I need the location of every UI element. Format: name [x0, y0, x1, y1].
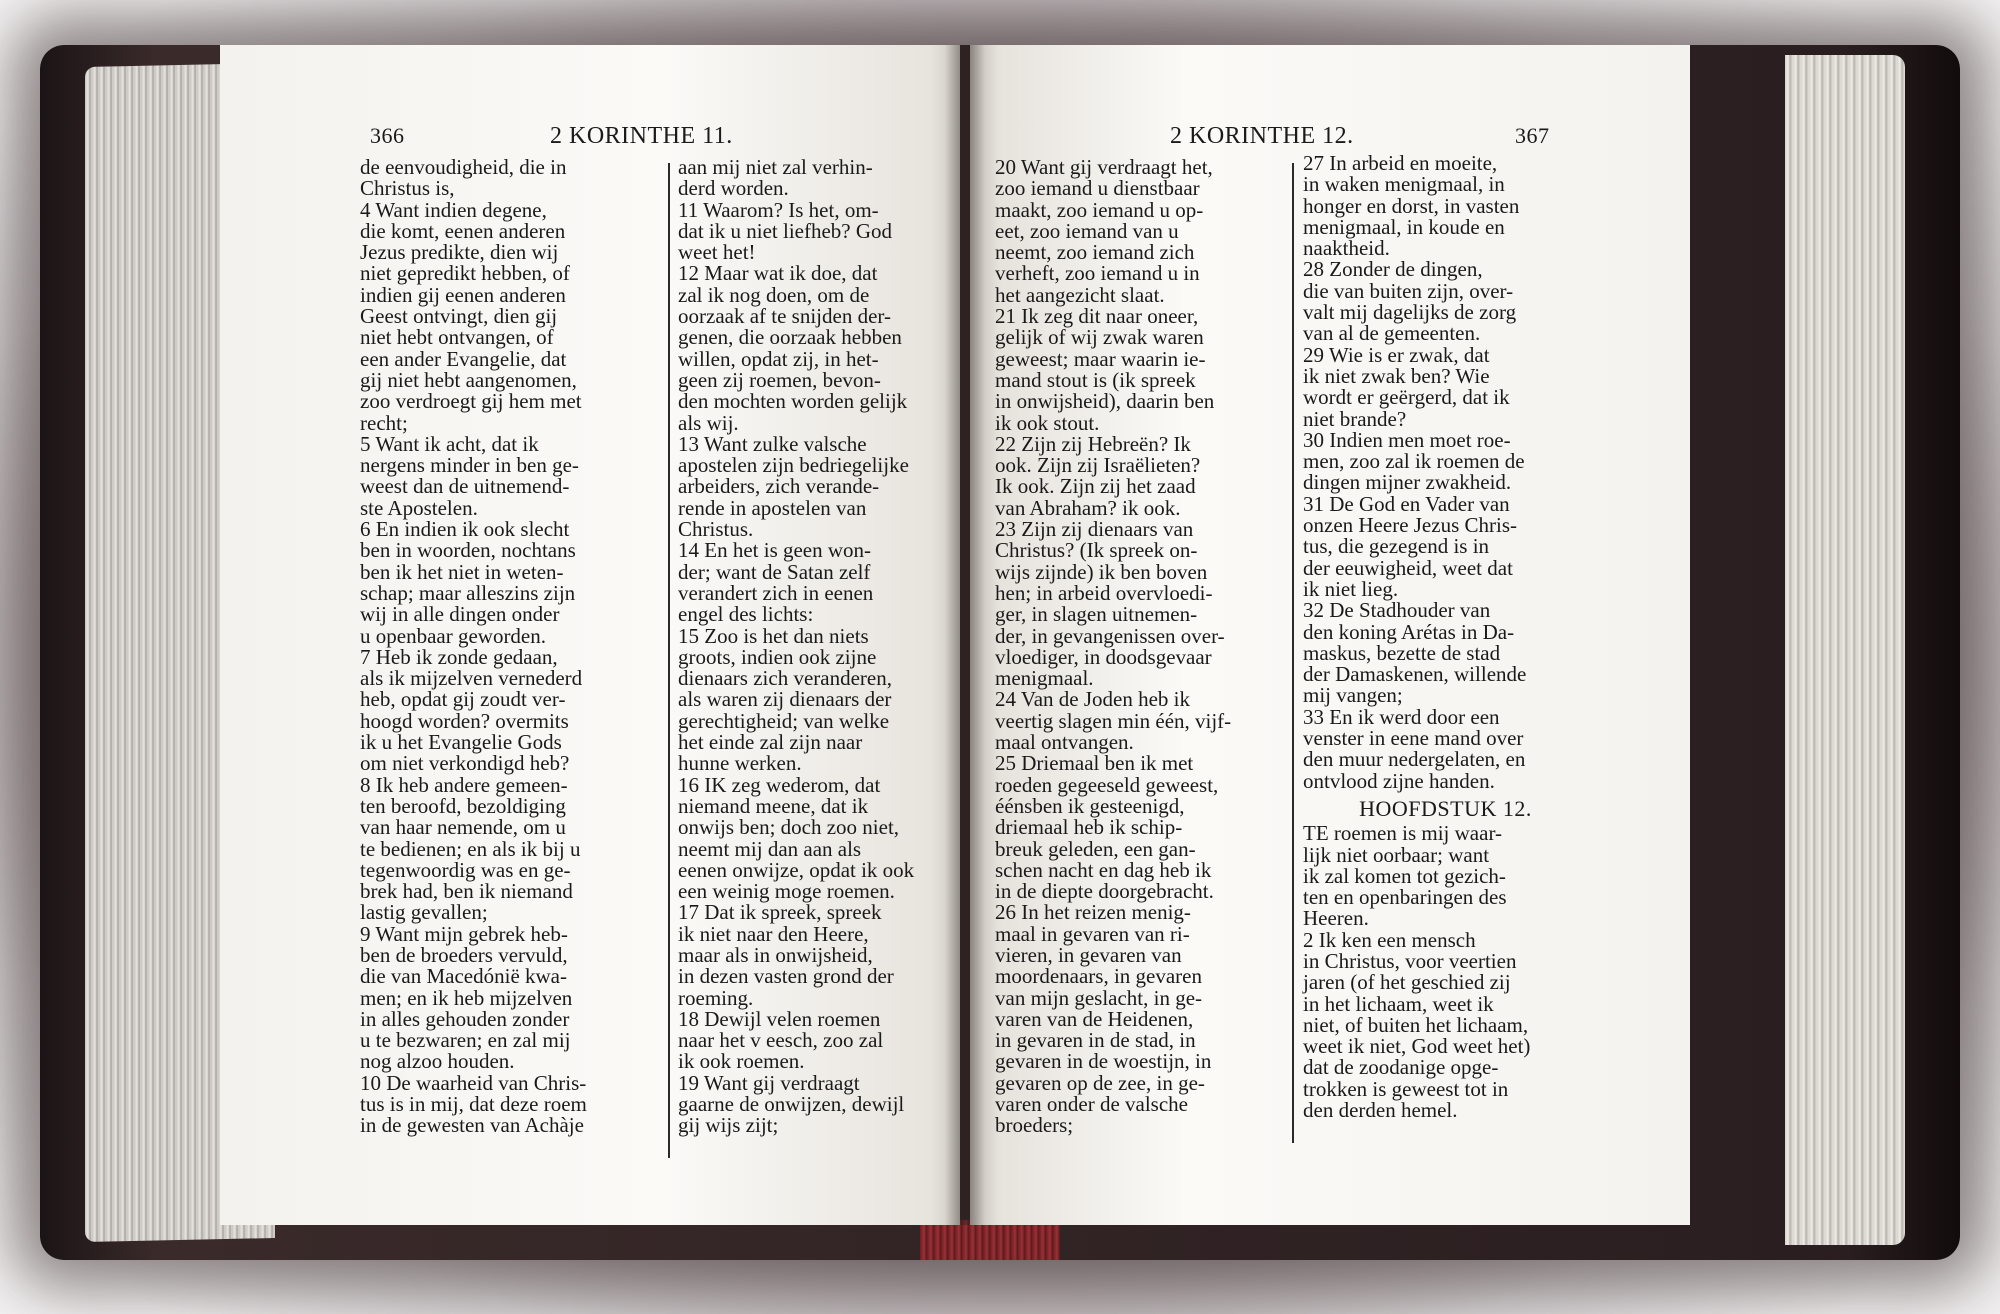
text-line: 9 Want mijn gebrek heb- [360, 921, 568, 946]
text-line: menigmaal, in koude en [1303, 214, 1505, 239]
text-line: Geest ontvingt, dien gij [360, 304, 558, 329]
text-line: lijk niet oorbaar; want [1303, 842, 1490, 867]
text-line: oorzaak af te snijden der- [678, 304, 891, 329]
text-line: den muur nedergelaten, en [1303, 747, 1526, 772]
text-line: driemaal heb ik schip- [995, 815, 1183, 840]
text-line: 31 De God en Vader van [1303, 491, 1510, 516]
text-line: menigmaal. [995, 666, 1094, 691]
text-line: gelijk of wij zwak waren [995, 325, 1204, 350]
text-line: eenen onwijze, opdat ik ook [678, 857, 915, 882]
text-line: ben in woorden, nochtans [360, 538, 576, 563]
text-line: in de gewesten van Achàje [360, 1113, 584, 1138]
text-line: den mochten worden gelijk [678, 389, 908, 414]
text-line: groots, indien ook zijne [678, 644, 877, 669]
text-line: neemt mij dan aan als [678, 836, 862, 861]
text-line: ik niet zwak ben? Wie [1303, 363, 1490, 388]
text-line: jaren (of het geschied zij [1303, 970, 1511, 995]
text-line: de eenvoudigheid, die in [360, 155, 567, 179]
right-running-head: 2 KORINTHE 12. [1170, 123, 1354, 149]
text-line: 20 Want gij verdraagt het, [995, 155, 1213, 179]
text-line: 17 Dat ik spreek, spreek [678, 900, 882, 925]
text-line: schen nacht en dag heb ik [995, 857, 1212, 882]
text-line: mij vangen; [1303, 683, 1403, 708]
right-page [970, 45, 1690, 1225]
text-line: niet brande? [1303, 406, 1407, 431]
text-line: arbeiders, zich verande- [678, 474, 880, 499]
text-line: moordenaars, in gevaren [995, 964, 1202, 989]
text-line: 25 Driemaal ben ik met [995, 751, 1194, 776]
text-line: wij in alle dingen onder [360, 602, 560, 627]
text-line: als waren zij dienaars der [678, 687, 892, 712]
text-line: breuk geleden, een gan- [995, 836, 1196, 861]
text-line: maskus, bezette de stad [1303, 640, 1501, 665]
text-line: ontvlood zijne handen. [1303, 768, 1495, 793]
text-line: hen; in arbeid overvloedi- [995, 580, 1213, 605]
text-line: 13 Want zulke valsche [678, 431, 867, 456]
text-line: in gevaren in de stad, in [995, 1028, 1196, 1053]
text-line: varen van de Heidenen, [995, 1006, 1194, 1031]
text-line: van mijn geslacht, in ge- [995, 985, 1203, 1010]
text-line: roeden gegeeseld geweest, [995, 772, 1219, 797]
text-line: dingen mijner zwakheid. [1303, 470, 1512, 495]
left-page-number: 366 [370, 123, 405, 148]
text-line: verandert zich in eenen [678, 580, 874, 605]
text-line: geen zij roemen, bevon- [678, 367, 881, 392]
text-line: maal in gevaren van ri- [995, 921, 1190, 946]
text-line: neemt, zoo iemand zich [995, 240, 1195, 265]
text-line: Christus? (Ik spreek on- [995, 538, 1198, 563]
text-line: 10 De waarheid van Chris- [360, 1070, 587, 1095]
text-line: 4 Want indien degene, [360, 197, 547, 222]
text-line: maakt, zoo iemand u op- [995, 197, 1204, 222]
text-line: nog alzoo houden. [360, 1049, 515, 1074]
text-line: verheft, zoo iemand u in [995, 261, 1200, 286]
text-line: heb, opdat gij zoudt ver- [360, 687, 566, 712]
chapter-heading: HOOFDSTUK 12. [1359, 795, 1532, 821]
text-line: om niet verkondigd heb? [360, 751, 570, 776]
text-line: niemand meene, dat ik [678, 793, 869, 818]
text-line: in alles gehouden zonder [360, 1006, 570, 1031]
text-line: weest dan de uitnemend- [360, 474, 570, 499]
text-line: niet hebt ontvangen, of [360, 325, 554, 350]
text-line: ook. Zijn zij Israëlieten? [995, 453, 1201, 478]
text-line: gaarne de onwijzen, dewijl [678, 1092, 905, 1117]
text-line: engel des lichts: [678, 602, 814, 627]
text-line: ger, in slagen uitnemen- [995, 602, 1198, 627]
column-rule [1292, 163, 1294, 1143]
text-line: in onwijsheid), daarin ben [995, 389, 1215, 414]
text-line: aan mij niet zal verhin- [678, 155, 873, 179]
text-line: men; en ik heb mijzelven [360, 985, 573, 1010]
left-column-1 [360, 157, 660, 1137]
text-line: in Christus, voor veertien [1303, 948, 1517, 973]
open-book [40, 45, 1960, 1260]
text-line: ten beroofd, bezoldiging [360, 793, 566, 818]
left-page [220, 45, 960, 1225]
text-line: den derden hemel. [1303, 1098, 1458, 1123]
text-line: naar het v eesch, zoo zal [678, 1028, 884, 1053]
text-line: 12 Maar wat ik doe, dat [678, 261, 878, 286]
text-line: Christus is, [360, 176, 455, 201]
text-line: 7 Heb ik zonde gedaan, [360, 644, 558, 669]
text-line: hoogd worden? overmits [360, 708, 569, 733]
text-line: tegenwoordig was en ge- [360, 857, 571, 882]
text-line: ik ook stout. [995, 410, 1100, 435]
bookmark-ribbon [920, 1220, 1060, 1260]
text-line: 16 IK zeg wederom, dat [678, 772, 881, 797]
text-line: 19 Want gij verdraagt [678, 1070, 860, 1095]
right-page-edges [1785, 55, 1905, 1245]
text-line: tus, die gezegend is in [1303, 534, 1490, 559]
text-line: zoo iemand u dienstbaar [995, 176, 1200, 201]
text-line: mand stout is (ik spreek [995, 367, 1196, 392]
text-line: 27 In arbeid en moeite, [1303, 151, 1498, 175]
text-line: in dezen vasten grond der [678, 964, 894, 989]
text-line: ben ik het niet in weten- [360, 559, 564, 584]
text-line: in waken menigmaal, in [1303, 172, 1505, 197]
text-line: dat de zoodanige opge- [1303, 1055, 1499, 1080]
text-line: geweest; maar waarin ie- [995, 346, 1206, 371]
text-line: men, zoo zal ik roemen de [1303, 449, 1525, 474]
text-line: naaktheid. [1303, 236, 1390, 261]
text-line: 29 Wie is er zwak, dat [1303, 342, 1490, 367]
text-line: Ik ook. Zijn zij het zaad [995, 474, 1196, 499]
text-line: gerechtigheid; van welke [678, 708, 890, 733]
text-line: 28 Zonder de dingen, [1303, 257, 1483, 282]
text-line: rende in apostelen van [678, 495, 867, 520]
text-line: 30 Indien men moet roe- [1303, 427, 1511, 452]
text-line: honger en dorst, in vasten [1303, 193, 1520, 218]
text-line: in het lichaam, weet ik [1303, 991, 1494, 1016]
text-line: lastig gevallen; [360, 900, 488, 925]
text-line: die komt, eenen anderen [360, 218, 566, 243]
text-line: 15 Zoo is het dan niets [678, 623, 869, 648]
text-line: een ander Evangelie, dat [360, 346, 567, 371]
text-line: die van buiten zijn, over- [1303, 278, 1514, 303]
text-line: ik u het Evangelie Gods [360, 730, 562, 755]
text-line: ten en openbaringen des [1303, 885, 1507, 910]
text-line: trokken is geweest tot in [1303, 1076, 1509, 1101]
book-gutter [945, 45, 985, 1225]
text-line: roeming. [678, 985, 754, 1010]
text-line: recht; [360, 410, 408, 435]
text-line: ik niet naar den Heere, [678, 921, 869, 946]
text-line: in de diepte doorgebracht. [995, 879, 1214, 904]
text-line: der Damaskenen, willende [1303, 662, 1527, 687]
text-line: 24 Van de Joden heb ik [995, 687, 1190, 712]
text-line: te bedienen; en als ik bij u [360, 836, 581, 861]
text-line: een weinig moge roemen. [678, 879, 895, 904]
text-line: hunne werken. [678, 751, 802, 776]
text-line: ik zal komen tot gezich- [1303, 863, 1506, 888]
text-line: gevaren in de woestijn, in [995, 1049, 1212, 1074]
text-line: van haar nemende, om u [360, 815, 566, 840]
text-line: 26 In het reizen menig- [995, 900, 1191, 925]
text-line: weet ik niet, God weet het) [1303, 1034, 1531, 1059]
text-line: van al de gemeenten. [1303, 321, 1481, 346]
text-line: ik niet lieg. [1303, 576, 1399, 601]
text-line: willen, opdat zij, in het- [678, 346, 879, 371]
text-line: niet, of buiten het lichaam, [1303, 1012, 1529, 1037]
text-line: u te bezwaren; en zal mij [360, 1028, 571, 1053]
text-line: maal ontvangen. [995, 730, 1134, 755]
text-line: die van Macedónië kwa- [360, 964, 567, 989]
text-line: 23 Zijn zij dienaars van [995, 517, 1194, 542]
text-line: van Abraham? ik ook. [995, 495, 1181, 520]
text-line: vloediger, in doodsgevaar [995, 644, 1212, 669]
text-line: vieren, in gevaren van [995, 942, 1182, 967]
text-line: tus is in mij, dat deze roem [360, 1092, 587, 1117]
text-line: 8 Ik heb andere gemeen- [360, 772, 568, 797]
text-line: valt mij dagelijks de zorg [1303, 300, 1517, 325]
text-line: u openbaar geworden. [360, 623, 547, 648]
text-line: 5 Want ik acht, dat ik [360, 431, 539, 456]
text-line: ben de broeders vervuld, [360, 942, 568, 967]
text-line: 22 Zijn zij Hebreën? Ik [995, 431, 1191, 456]
text-line: gij niet hebt aangenomen, [360, 367, 577, 392]
text-line: Heeren. [1303, 906, 1369, 931]
text-line: als wij. [678, 410, 739, 435]
text-line: als ik mijzelven vernederd [360, 666, 583, 691]
text-line: der eeuwigheid, weet dat [1303, 555, 1513, 580]
text-line: 32 De Stadhouder van [1303, 598, 1491, 623]
text-line: apostelen zijn bedriegelijke [678, 453, 909, 478]
text-line: indien gij eenen anderen [360, 282, 566, 307]
text-line: 6 En indien ik ook slecht [360, 517, 570, 542]
text-line: den koning Arétas in Da- [1303, 619, 1515, 644]
text-line: gevaren op de zee, in ge- [995, 1070, 1205, 1095]
text-line: 2 Ik ken een mensch [1303, 927, 1476, 952]
text-line: der, in gevangenissen over- [995, 623, 1225, 648]
text-line: ik ook roemen. [678, 1049, 805, 1074]
text-line: niet gepredikt hebben, of [360, 261, 570, 286]
text-line: 14 En het is geen won- [678, 538, 872, 563]
left-running-head: 2 KORINTHE 11. [550, 123, 733, 149]
text-line: dienaars zich veranderen, [678, 666, 892, 691]
text-line: dat ik u niet liefheb? God [678, 218, 893, 243]
text-line: 18 Dewijl velen roemen [678, 1006, 881, 1031]
column-rule [668, 163, 670, 1158]
text-line: venster in eene mand over [1303, 726, 1524, 751]
text-line: brek had, ben ik niemand [360, 879, 573, 904]
text-line: het einde zal zijn naar [678, 730, 863, 755]
text-line: weet het! [678, 240, 756, 265]
right-column-1 [995, 157, 1285, 1137]
text-line: het aangezicht slaat. [995, 282, 1165, 307]
text-line: broeders; [995, 1113, 1074, 1138]
text-line: ste Apostelen. [360, 495, 478, 520]
right-column-2 [1303, 153, 1588, 1121]
text-line: varen onder de valsche [995, 1092, 1188, 1117]
text-line: wordt er geërgerd, dat ik [1303, 385, 1510, 410]
text-line: Jezus predikte, dien wij [360, 240, 559, 265]
text-line: wijs zijnde) ik ben boven [995, 559, 1208, 584]
text-line: maar als in onwijsheid, [678, 942, 873, 967]
text-line: TE roemen is mij waar- [1303, 821, 1503, 846]
text-line: zal ik nog doen, om de [678, 282, 870, 307]
text-line: éénsben ik gesteenigd, [995, 793, 1185, 818]
text-line: 21 Ik zeg dit naar oneer, [995, 304, 1199, 329]
text-line: Christus. [678, 517, 754, 542]
text-line: onzen Heere Jezus Chris- [1303, 513, 1517, 538]
text-line: 33 En ik werd door een [1303, 704, 1500, 729]
text-line: der; want de Satan zelf [678, 559, 871, 584]
text-line: 11 Waarom? Is het, om- [678, 197, 879, 222]
text-line: derd worden. [678, 176, 789, 201]
text-line: nergens minder in ben ge- [360, 453, 579, 478]
left-column-2 [678, 157, 960, 1137]
text-line: schap; maar alleszins zijn [360, 580, 576, 605]
text-line: eet, zoo iemand van u [995, 218, 1179, 243]
text-line: gij wijs zijt; [678, 1113, 779, 1138]
text-line: onwijs ben; doch zoo niet, [678, 815, 900, 840]
right-page-number: 367 [1515, 123, 1550, 148]
text-line: genen, die oorzaak hebben [678, 325, 902, 350]
text-line: zoo verdroegt gij hem met [360, 389, 582, 414]
text-line: veertig slagen min één, vijf- [995, 708, 1232, 733]
